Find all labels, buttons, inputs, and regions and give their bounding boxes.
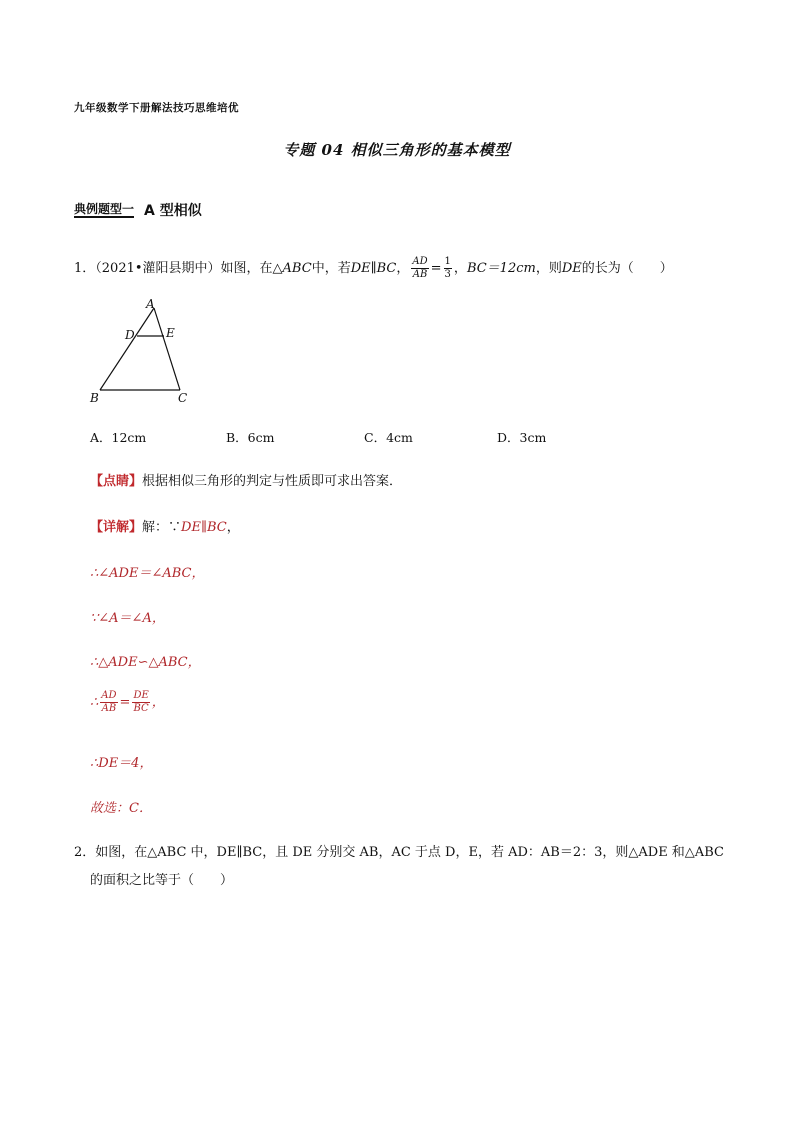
option-b: B．6cm bbox=[226, 430, 275, 445]
section-heading bbox=[74, 200, 202, 220]
label-a: A bbox=[146, 297, 155, 311]
page-title: 专题 04 相似三角形的基本模型 bbox=[283, 141, 511, 159]
option-d: D．3cm bbox=[497, 430, 547, 445]
detail-line: 【详解】解：∵DE∥BC， bbox=[90, 520, 240, 535]
solution-result: ∴DE＝4， bbox=[90, 756, 153, 771]
ratio-fraction: $\frac{AD}{AB}$ bbox=[412, 256, 428, 280]
label-c: C bbox=[178, 391, 188, 405]
question-2-line-2: 的面积之比等于（ ） bbox=[90, 873, 234, 888]
question-1-number: 1． bbox=[74, 261, 96, 276]
solution-step-1: ∴∠ADE＝∠ABC， bbox=[90, 566, 205, 581]
side-ac bbox=[154, 308, 180, 390]
value-fraction: $\frac{1}{3}$ bbox=[444, 256, 451, 280]
hint-label: 【点睛】 bbox=[90, 474, 143, 489]
label-b: B bbox=[90, 391, 99, 405]
option-a: A．12cm bbox=[90, 430, 147, 445]
label-e: E bbox=[166, 326, 175, 340]
answer-line: 故选：C． bbox=[90, 801, 152, 816]
question-2-line-1: 2．如图，在△ABC 中，DE∥BC，且 DE 分别交 AB，AC 于点 D，E，若 AD：AB＝2：3，则△ADE 和△ABC bbox=[74, 845, 724, 860]
solution-proportion: ∴ $\frac{AD}{AB}$ = $\frac{DE}{BC}$ ， bbox=[90, 690, 165, 714]
hint-line bbox=[90, 470, 402, 489]
section-title: A 型相似 bbox=[144, 203, 202, 219]
question-1-stem: 1．（2021•灌阳县期中）如图，在△ABC中，若DE∥BC， $\frac{AD}{AB}$ = $\frac{1}{3}$ ，BC＝12cm，则DE的长为（ ） bbox=[74, 256, 673, 280]
document-header: 九年级数学下册解法技巧思维培优 bbox=[74, 102, 239, 114]
hint-text: 根据相似三角形的判定与性质即可求出答案． bbox=[142, 474, 403, 489]
side-ab bbox=[100, 308, 154, 390]
solution-step-3: ∴△ADE∽△ABC， bbox=[90, 655, 201, 670]
section-badge: 典例题型一 bbox=[74, 202, 135, 216]
option-c: C．4cm bbox=[364, 430, 413, 445]
solution-step-2: ∵∠A＝∠A， bbox=[90, 611, 165, 626]
triangle-figure bbox=[84, 296, 204, 411]
label-d: D bbox=[125, 328, 135, 342]
detail-label: 【详解】 bbox=[90, 520, 143, 535]
question-1-source: （2021•灌阳县期中） bbox=[95, 261, 221, 276]
